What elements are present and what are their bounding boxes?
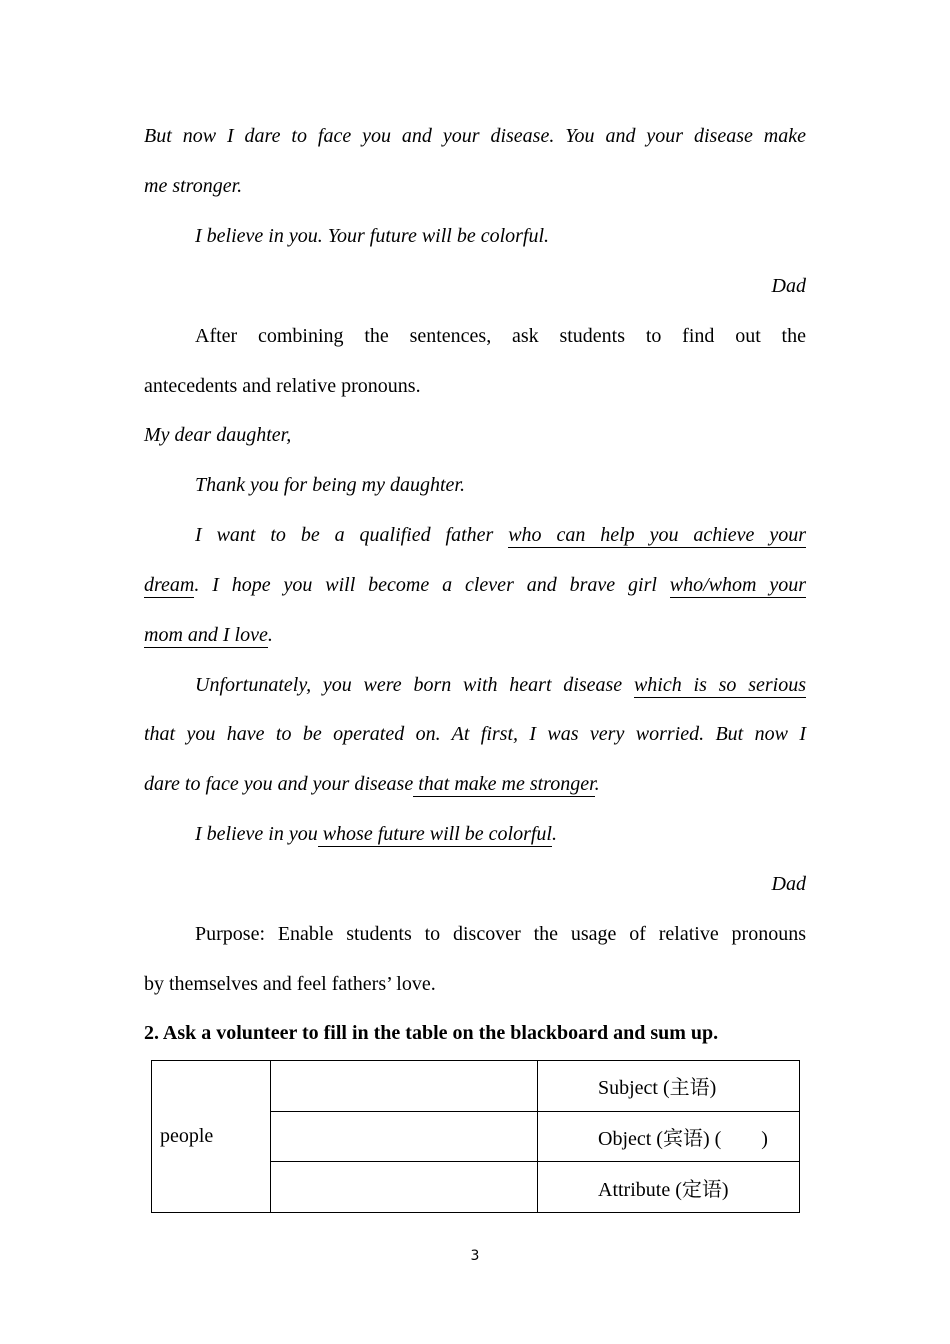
letter1-line: But now I dare to face you and your disease. You and your disease make (144, 125, 806, 147)
letter2-line (144, 621, 806, 649)
letter1-signature: Dad (771, 275, 806, 297)
letter2-line (195, 521, 806, 549)
relative-clause: who can help you achieve your (508, 524, 806, 546)
relative-clause: dream (144, 574, 195, 596)
letter1-line: I believe in you. Your future will be colorful. (195, 225, 550, 247)
row-label-cell: people (152, 1061, 271, 1213)
relative-clause: whose future will be colorful (317, 823, 552, 845)
plain-text: I want to be a qualified father (195, 524, 509, 546)
letter1-line: me stronger. (144, 175, 243, 197)
function-cell: Attribute (定语) (538, 1162, 800, 1213)
section-heading: 2. Ask a volunteer to fill in the table on the blackboard and sum up. (144, 1022, 719, 1044)
function-cell: Subject (主语) (538, 1061, 800, 1112)
plain-text: I believe in you (195, 823, 318, 845)
letter2-line (144, 571, 806, 599)
letter2-signature: Dad (771, 873, 806, 895)
plain-text: . (594, 773, 600, 795)
purpose-line: Purpose: Enable students to discover the usage of relative pronouns (195, 923, 806, 945)
letter2-line (144, 770, 806, 798)
relative-clause: which is so serious (633, 674, 806, 696)
relative-pronoun-table (151, 1060, 800, 1213)
plain-text: . (267, 624, 273, 646)
table-row (152, 1061, 800, 1112)
blank-cell[interactable] (271, 1111, 538, 1162)
letter2-thanks: Thank you for being my daughter. (195, 474, 465, 496)
plain-text: . I hope you will become a clever and brave girl (194, 574, 670, 596)
page-number: 3 (470, 1248, 480, 1264)
plain-text: . (551, 823, 557, 845)
letter2-line: that you have to be operated on. At first, I was very worried. But now I (144, 723, 806, 745)
blank-cell[interactable] (271, 1162, 538, 1213)
relative-clause: who/whom your (669, 574, 806, 596)
instruction-line: antecedents and relative pronouns. (144, 375, 421, 397)
relative-clause: mom and I love (144, 624, 268, 646)
plain-text: Unfortunately, you were born with heart disease (195, 674, 634, 696)
letter2-line (195, 671, 806, 699)
plain-text: dare to face you and your disease (144, 773, 414, 795)
letter2-salutation: My dear daughter, (144, 424, 292, 446)
relative-clause: that make me stronger (413, 773, 595, 795)
blank-cell[interactable] (271, 1061, 538, 1112)
letter2-line (195, 820, 806, 848)
purpose-line: by themselves and feel fathers’ love. (144, 973, 436, 995)
function-cell: Object (宾语) ( ) (538, 1111, 800, 1162)
instruction-line: After combining the sentences, ask students to find out the (195, 325, 806, 347)
